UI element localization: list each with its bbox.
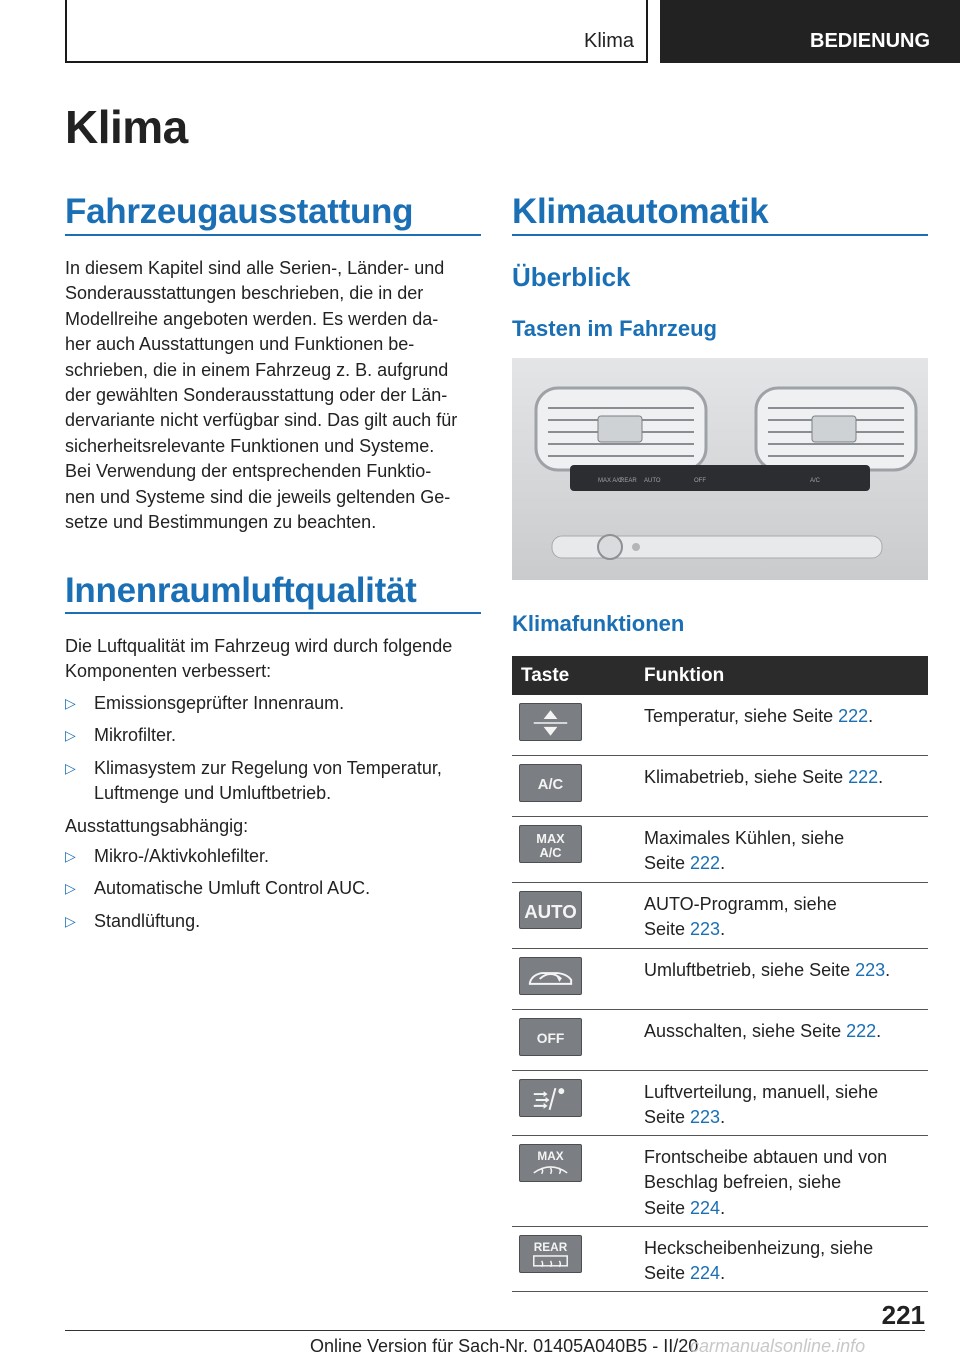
- heading-fahrzeugausstattung: Fahrzeugausstattung: [65, 192, 414, 231]
- function-description: Temperatur, siehe Seite 222.: [644, 706, 874, 726]
- function-text: Klimabetrieb, siehe Seite: [644, 767, 849, 787]
- volume-knob-icon: [598, 535, 622, 559]
- list-item: [65, 756, 485, 807]
- function-text: Ausschalten, siehe Seite: [644, 1021, 847, 1041]
- list-item: [65, 844, 485, 869]
- header-frame: [65, 0, 648, 63]
- function-text: Luftverteilung, manuell, siehe: [644, 1082, 879, 1102]
- climate-functions-table: [512, 656, 928, 1292]
- list-components: [65, 691, 485, 814]
- header-chapter: Klima: [583, 30, 634, 52]
- right-vent: [756, 388, 916, 470]
- paragraph-line: schrieben, die in einem Fahrzeug z. B. aufgrund: [65, 359, 449, 380]
- knob-button-icon: [632, 543, 640, 551]
- function-description: Heckscheibenheizung, siehe Seite 224.: [644, 1238, 874, 1284]
- function-description: AUTO-Programm, siehe Seite 223.: [644, 894, 837, 940]
- paragraph-line: Sonderausstattungen beschrieben, die in der: [65, 283, 424, 304]
- list-item-text: Luftmenge und Umluftbetrieb.: [94, 783, 332, 804]
- svg-text:OFF: OFF: [536, 1030, 565, 1046]
- page-link[interactable]: 222: [846, 1021, 877, 1041]
- function-text: Umluftbetrieb, siehe Seite: [644, 960, 856, 980]
- max-ac-icon: [519, 825, 582, 863]
- function-text: Beschlag befreien, siehe: [644, 1172, 842, 1193]
- table-row: [512, 883, 928, 949]
- list-item-text: Emissionsgeprüfter Innenraum.: [94, 693, 345, 713]
- page-link[interactable]: 222: [838, 706, 869, 726]
- ac-icon: [519, 764, 582, 802]
- heading-tasten: Tasten im Fahrzeug: [512, 316, 717, 341]
- function-text: Heckscheibenheizung, siehe: [644, 1238, 874, 1258]
- list-item-text: Klimasystem zur Regelung von Temperatur,: [94, 757, 442, 778]
- rear-defrost-icon: [519, 1235, 582, 1273]
- photo-button-ac: A/C: [810, 478, 821, 484]
- bullet-triangle-icon: ▷: [65, 912, 76, 929]
- list-item: [65, 691, 485, 716]
- page-title: Klima: [65, 101, 188, 153]
- function-description: Luftverteilung, manuell, siehe Seite 223.: [644, 1082, 879, 1128]
- bullet-triangle-icon: ▷: [65, 848, 76, 864]
- photo-button-rear: REAR: [620, 478, 637, 484]
- table-row: [512, 817, 928, 883]
- heading-klimaautomatik: Klimaautomatik: [512, 192, 769, 231]
- function-text: Seite: [644, 919, 691, 940]
- paragraph-line: dervariante nicht verfügbar sind. Das gilt auch für: [65, 410, 458, 431]
- recirculation-car-icon: [519, 957, 582, 995]
- off-icon: [519, 1018, 582, 1056]
- bullet-triangle-icon: ▷: [65, 759, 76, 776]
- auto-icon: [519, 891, 582, 929]
- table-row: [512, 949, 928, 1010]
- list-item: [65, 723, 485, 748]
- page-link[interactable]: 223: [855, 960, 886, 980]
- svg-text:A/C: A/C: [537, 776, 564, 793]
- column-header-funktion: Funktion: [644, 665, 725, 686]
- temperature-arrows-icon: [519, 703, 582, 741]
- page-link[interactable]: 223: [690, 919, 721, 940]
- table-row: [512, 1227, 928, 1292]
- left-vent: [536, 388, 706, 470]
- paragraph-line: her auch Ausstattungen und Funktionen be-: [65, 334, 415, 355]
- list-item: [65, 876, 485, 901]
- paragraph-line: sicherheitsrelevante Funktionen und Systeme.: [65, 435, 435, 456]
- function-text: Seite: [644, 853, 691, 874]
- footer-version: Online Version für Sach-Nr. 01405A040B5 - II/20: [310, 1336, 699, 1356]
- list-item-text: Automatische Umluft Control AUC.: [94, 878, 371, 899]
- table-row: [512, 756, 928, 817]
- table-row: [512, 1071, 928, 1136]
- page-link[interactable]: 224: [690, 1263, 721, 1284]
- function-text: Temperatur, siehe Seite: [644, 706, 839, 726]
- function-text: Seite: [644, 1107, 691, 1128]
- heading-ueberblick: Überblick: [512, 262, 631, 292]
- bullet-triangle-icon: ▷: [65, 695, 76, 711]
- paragraph-air-quality: [65, 634, 485, 685]
- function-text: Seite: [644, 1263, 691, 1284]
- heading-klimafunktionen: Klimafunktionen: [512, 611, 685, 636]
- photo-button-off: OFF: [694, 478, 706, 484]
- svg-text:MAX: MAX: [537, 1149, 564, 1164]
- bullet-triangle-icon: ▷: [65, 880, 76, 897]
- svg-text:A/C: A/C: [539, 844, 562, 860]
- svg-text:REAR: REAR: [533, 1240, 568, 1255]
- function-text: Seite: [644, 1197, 691, 1218]
- table-header: [512, 656, 928, 695]
- table-row: [512, 1010, 928, 1071]
- page-number: 221: [881, 1300, 925, 1330]
- heading-innenraumluftqualitaet: Innenraumluftqualität: [65, 571, 417, 610]
- max-defrost-icon: [519, 1144, 582, 1182]
- list-equipment: [65, 844, 485, 941]
- paragraph-equipment: Ausstattungsabhängig:: [65, 816, 249, 836]
- function-description: Umluftbetrieb, siehe Seite 223.: [644, 960, 891, 980]
- function-description: Ausschalten, siehe Seite 222.: [644, 1021, 882, 1041]
- list-item-text: Mikrofilter.: [94, 725, 177, 746]
- climate-control-photo: [512, 358, 928, 580]
- paragraph-line: setze und Bestimmungen zu beachten.: [65, 512, 377, 533]
- paragraph-line: der gewählten Sonderausstattung oder der Län-: [65, 385, 448, 406]
- heading-rule: [512, 234, 928, 236]
- list-item-text: Standlüftung.: [94, 910, 201, 931]
- header-section: BEDIENUNG: [660, 0, 960, 63]
- air-distribution-icon: [519, 1079, 582, 1117]
- svg-text:AUTO: AUTO: [524, 900, 577, 922]
- list-item: [65, 909, 485, 934]
- function-text: Frontscheibe abtauen und von: [644, 1147, 888, 1167]
- table-row: [512, 695, 928, 756]
- paragraph-line: Bei Verwendung der entsprechenden Funktio-: [65, 461, 432, 482]
- paragraph-line: Komponenten verbessert:: [65, 661, 272, 682]
- bullet-triangle-icon: ▷: [65, 727, 76, 744]
- table-row: [512, 1136, 928, 1227]
- function-text: AUTO-Programm, siehe: [644, 894, 837, 914]
- footer-rule: [65, 1330, 925, 1331]
- watermark: carmanualsonline.info: [690, 1336, 866, 1356]
- list-item-text: Mikro-/Aktivkohlefilter.: [94, 846, 270, 866]
- function-description: Maximales Kühlen, siehe Seite 222.: [644, 828, 845, 874]
- photo-button-auto: AUTO: [644, 478, 661, 484]
- function-text: Maximales Kühlen, siehe: [644, 828, 845, 848]
- page-link[interactable]: 222: [848, 767, 879, 787]
- heading-rule: [65, 234, 481, 236]
- page-link[interactable]: 222: [690, 853, 721, 874]
- function-description: Frontscheibe abtauen und von Beschlag befreien, siehe Seite 224.: [644, 1147, 888, 1218]
- heading-rule: [65, 612, 481, 614]
- svg-text:MAX: MAX: [536, 831, 565, 847]
- photo-button-max-ac: MAX A/C: [598, 478, 623, 484]
- paragraph-intro: [65, 256, 485, 535]
- function-description: Klimabetrieb, siehe Seite 222.: [644, 767, 884, 787]
- page-link[interactable]: 223: [690, 1107, 721, 1128]
- paragraph-line: Modellreihe angeboten werden. Es werden da-: [65, 308, 439, 329]
- page-link[interactable]: 224: [690, 1197, 721, 1218]
- column-header-taste: Taste: [521, 665, 570, 686]
- paragraph-line: nen und Systeme sind die jeweils geltenden Ge-: [65, 486, 451, 507]
- paragraph-line: In diesem Kapitel sind alle Serien-, Länder- und: [65, 258, 445, 278]
- paragraph-line: Die Luftqualität im Fahrzeug wird durch folgende: [65, 636, 453, 656]
